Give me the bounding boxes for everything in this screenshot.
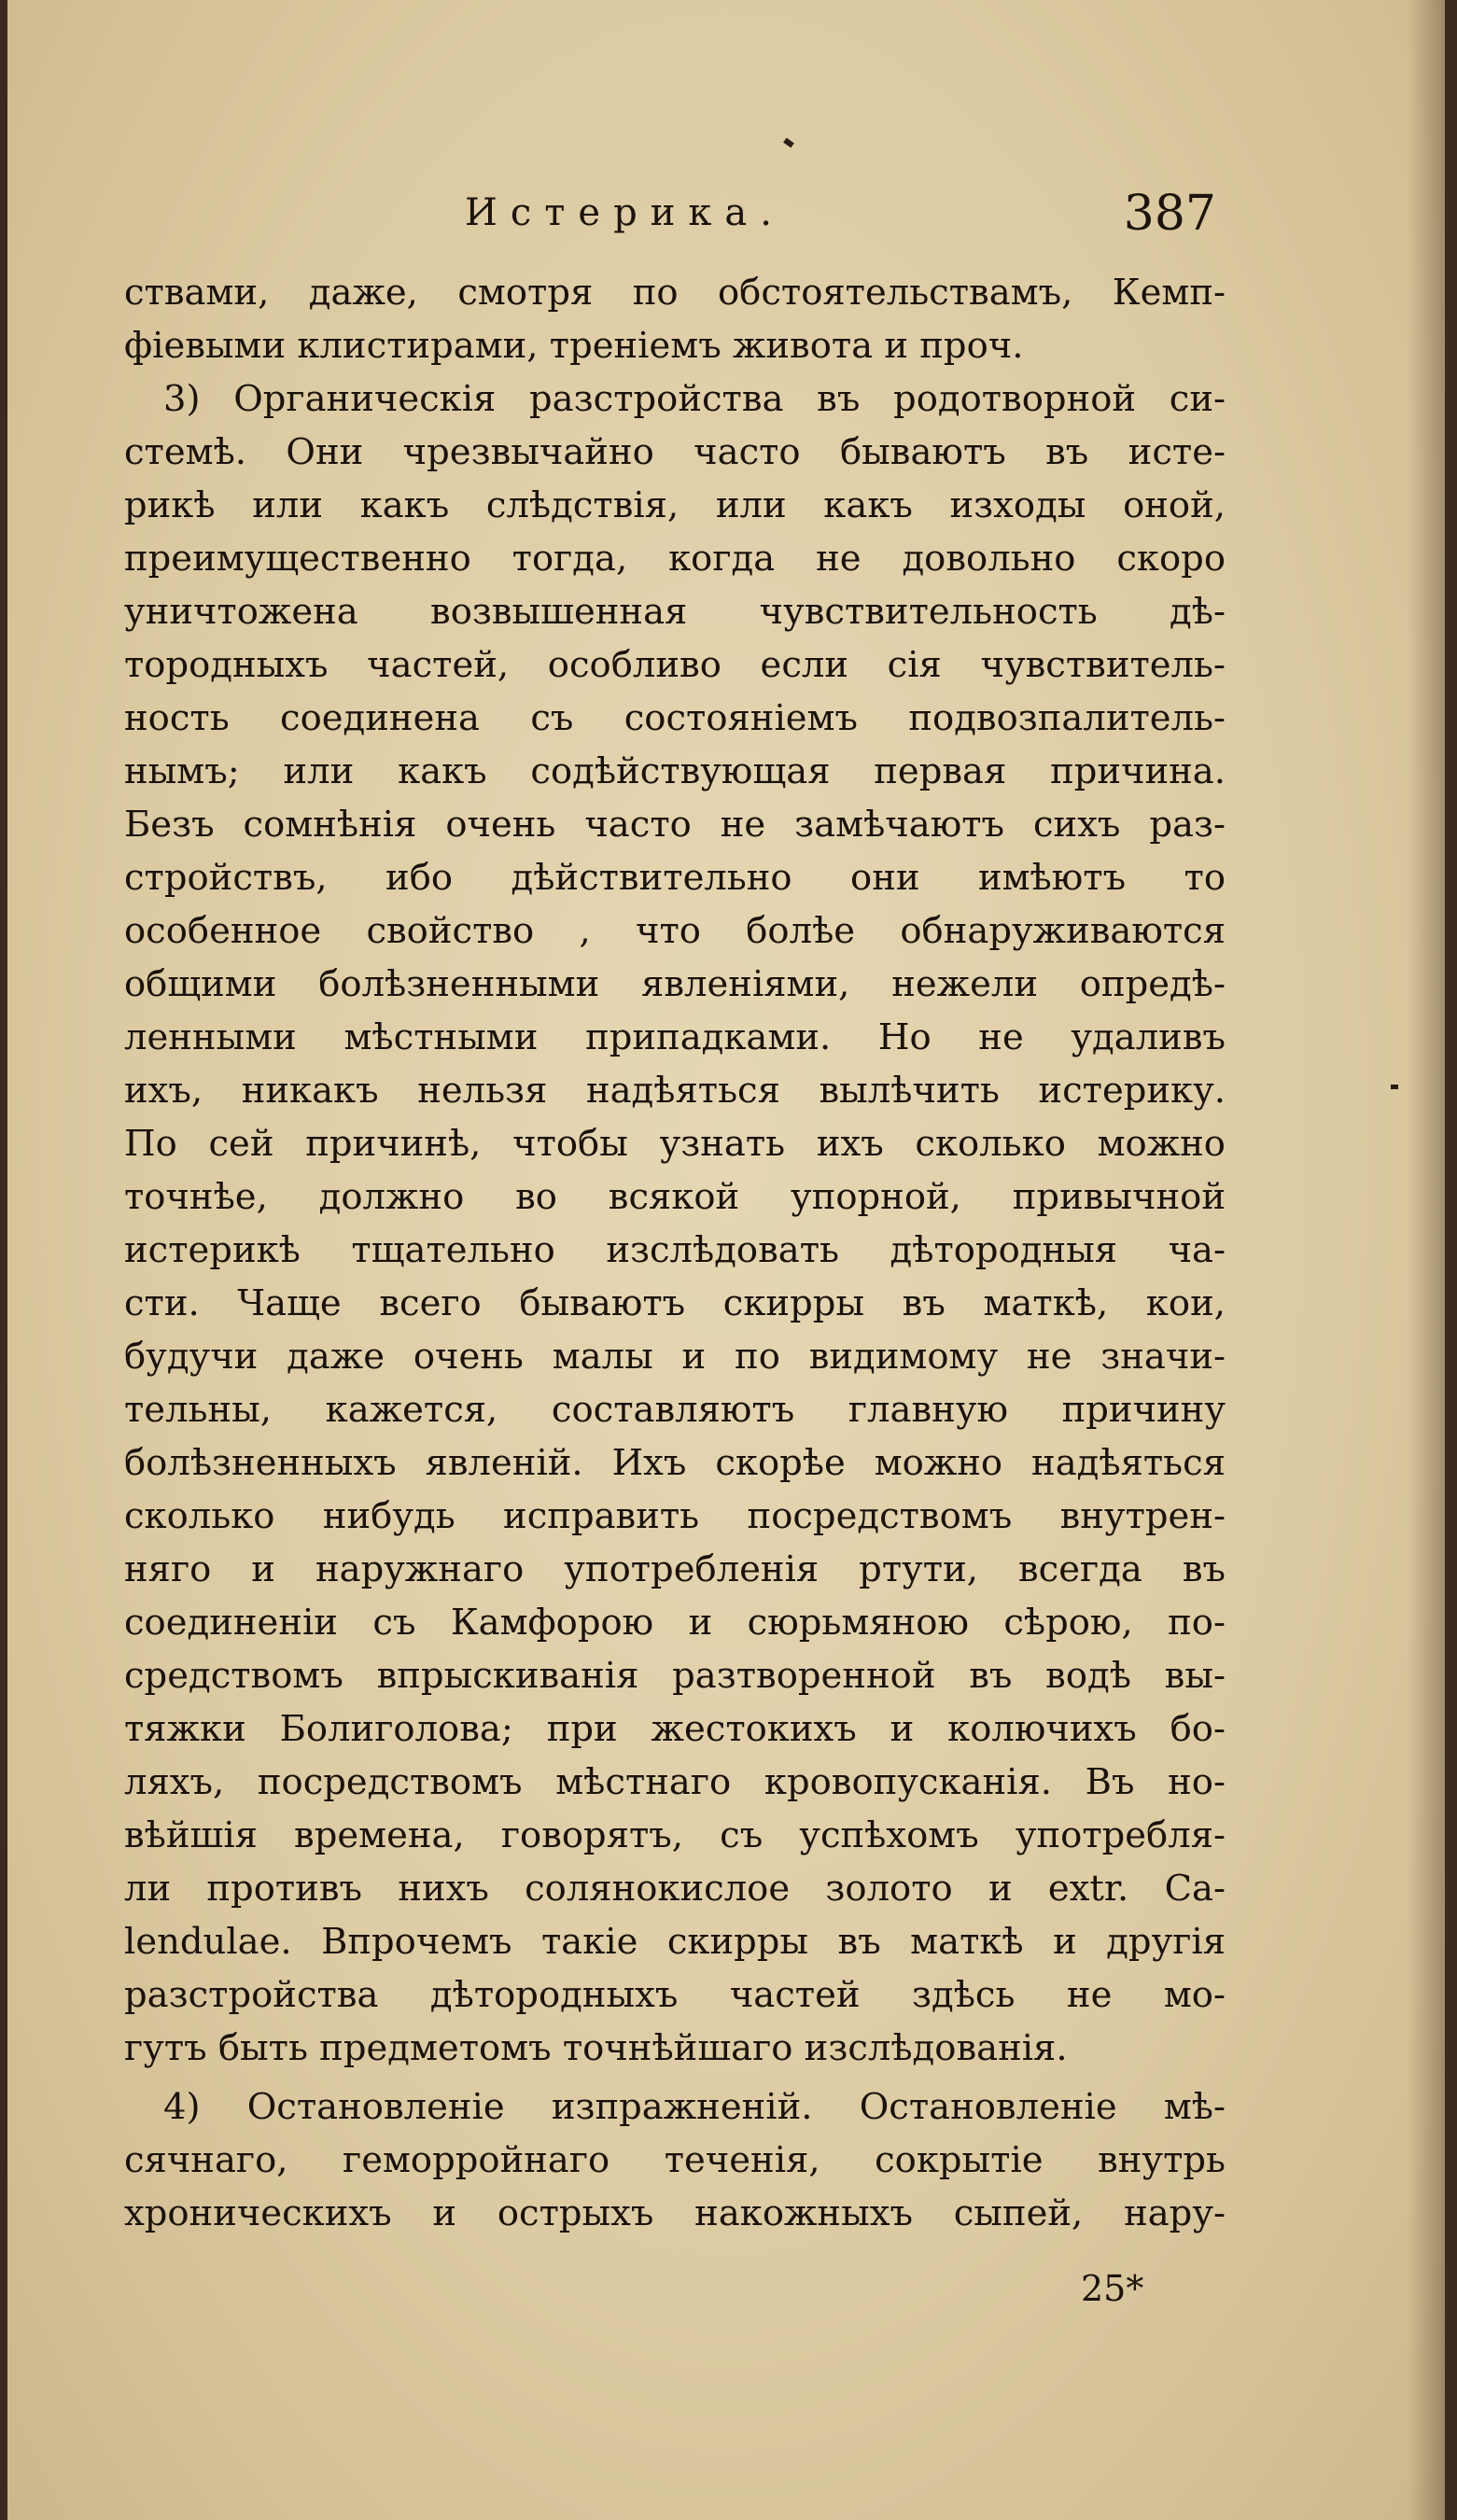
- text-line: хроническихъ и острыхъ накожныхъ сыпей, нару-: [124, 2192, 1226, 2234]
- ink-speck: [783, 138, 794, 148]
- text-line: болѣзненныхъ явленій. Ихъ скорѣе можно надѣяться: [124, 1442, 1226, 1484]
- text-line: Безъ сомнѣнія очень часто не замѣчаютъ сихъ раз-: [124, 804, 1226, 846]
- text-line: няго и наружнаго употребленія ртути, всегда въ: [124, 1548, 1226, 1590]
- text-line: ность соединена съ состояніемъ подвозпалитель-: [124, 697, 1226, 739]
- text-line: рикѣ или какъ слѣдствія, или какъ изходы оной,: [124, 484, 1226, 526]
- text-line: особенное свойство , что болѣе обнаруживаются: [124, 910, 1226, 952]
- text-line: ли противъ нихъ солянокислое золото и extr. Ca-: [124, 1868, 1226, 1910]
- body-text: [124, 266, 1226, 2240]
- text-line: вѣйшія времена, говорятъ, съ успѣхомъ употребля-: [124, 1814, 1226, 1856]
- text-line: тельны, кажется, составляютъ главную причину: [124, 1389, 1226, 1431]
- text-line: точнѣе, должно во всякой упорной, привычной: [124, 1176, 1226, 1218]
- text-line: гутъ быть предметомъ точнѣйшаго изслѣдованія.: [124, 2027, 1068, 2069]
- book-page: [7, 0, 1445, 2520]
- text-line: стройствъ, ибо дѣйствительно они имѣютъ то: [124, 857, 1226, 899]
- page-edge-shadow: [1408, 0, 1445, 2520]
- text-line: разстройства дѣтородныхъ частей здѣсь не мо-: [124, 1974, 1226, 2016]
- text-line: соединеніи съ Камфорою и сюрьмяною сѣрою, по-: [124, 1602, 1226, 1644]
- text-line: тородныхъ частей, особливо если сія чувствитель-: [124, 644, 1226, 686]
- text-line: ляхъ, посредствомъ мѣстнаго кровопусканія. Въ но-: [124, 1761, 1226, 1803]
- text-line: уничтожена возвышенная чувствительность дѣ-: [124, 591, 1226, 633]
- text-line: 3) Органическія разстройства въ родотворной си-: [163, 378, 1226, 420]
- text-line: сти. Чаще всего бываютъ скирры въ маткѣ, кои,: [124, 1282, 1226, 1324]
- text-line: По сей причинѣ, чтобы узнать ихъ сколько можно: [124, 1123, 1226, 1165]
- text-line: lendulae. Впрочемъ такіе скирры въ маткѣ и другія: [124, 1921, 1226, 1963]
- text-line: сколько нибудь исправить посредствомъ внутрен-: [124, 1495, 1226, 1537]
- text-line: преимущественно тогда, когда не довольно скоро: [124, 538, 1226, 580]
- text-line: общими болѣзненными явленіями, нежели опредѣ-: [124, 963, 1226, 1005]
- running-title: Истерика.: [465, 191, 785, 234]
- text-line: будучи даже очень малы и по видимому не значи-: [124, 1336, 1226, 1378]
- text-line: 4) Остановленіе изпражненій. Остановленіе мѣ-: [163, 2086, 1226, 2128]
- text-line: истерикѣ тщательно изслѣдовать дѣтородныя ча-: [124, 1229, 1226, 1271]
- text-line: ствами, даже, смотря по обстоятельствамъ, Кемп-: [124, 272, 1226, 314]
- page-number: 387: [1123, 186, 1216, 242]
- text-line: ихъ, никакъ нельзя надѣяться вылѣчить истерику.: [124, 1070, 1226, 1112]
- page-header: [124, 186, 1235, 247]
- text-line: сячнаго, геморройнаго теченія, сокрытіе внутрь: [124, 2139, 1226, 2181]
- text-line: фіевыми клистирами, треніемъ живота и проч.: [124, 325, 1024, 367]
- text-line: стемѣ. Они чрезвычайно часто бываютъ въ исте-: [124, 431, 1226, 473]
- text-line: средствомъ впрыскиванія разтворенной въ водѣ вы-: [124, 1655, 1226, 1697]
- text-line: ленными мѣстными припадками. Но не удаливъ: [124, 1016, 1226, 1058]
- text-line: тяжки Болиголова; при жестокихъ и колючихъ бо-: [124, 1708, 1226, 1750]
- ink-speck: [1391, 1085, 1398, 1089]
- printer-signature: 25*: [1081, 2268, 1144, 2309]
- text-line: нымъ; или какъ содѣйствующая первая причина.: [124, 750, 1226, 792]
